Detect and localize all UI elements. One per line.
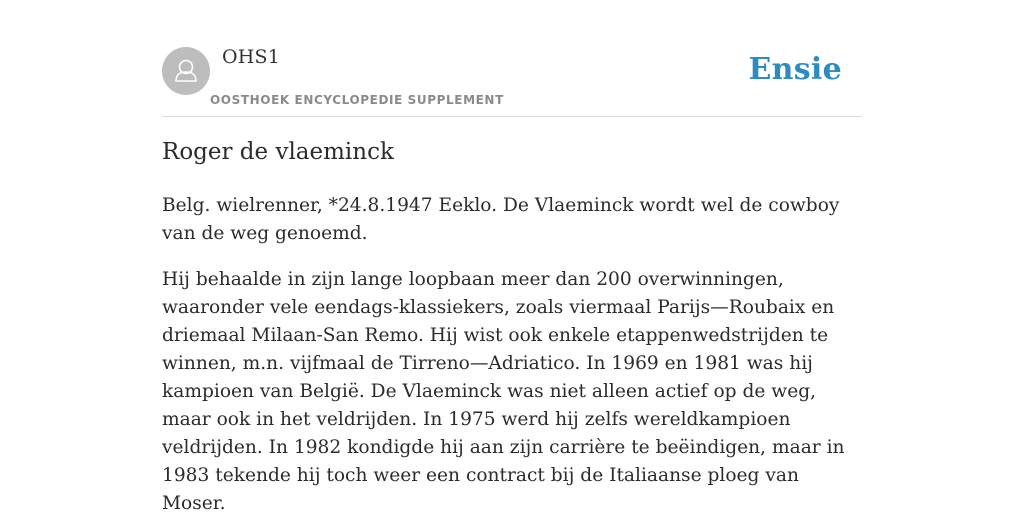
paragraph: Belg. wielrenner, *24.8.1947 Eeklo. De Vlaeminck wordt wel de cowboy van de weg genoemd. xyxy=(162,195,840,244)
article-body xyxy=(162,192,867,512)
brand-logo[interactable]: Ensie xyxy=(748,52,842,87)
avatar[interactable] xyxy=(162,47,210,95)
article-header xyxy=(162,46,862,117)
author-name[interactable]: OHS1 xyxy=(222,46,281,68)
paragraph: Hij behaalde in zijn lange loopbaan meer dan 200 overwinningen, waaronder vele eendags-klassiekers, zoals viermaal Parijs—Roubaix en driemaal Milaan-San Remo. Hij wist ook enkele etappenwedstrijden te winnen, m.n. vijfmaal de Tirreno—Adriatico. In 1969 en 1981 was hij kampioen van België. De Vlaeminck was niet alleen actief op de weg, maar ook in het veldrijden. In 1975 werd hij zelfs wereldkampioen veldrijden. In 1982 kondigde hij aan zijn carrière te beëindigen, maar in 1983 tekende hij toch weer een contract bij de Italiaanse ploeg van Moser. xyxy=(162,269,845,512)
source-label: OOSTHOEK ENCYCLOPEDIE SUPPLEMENT xyxy=(210,93,504,107)
user-icon xyxy=(162,47,210,95)
page-title: Roger de vlaeminck xyxy=(162,139,394,165)
